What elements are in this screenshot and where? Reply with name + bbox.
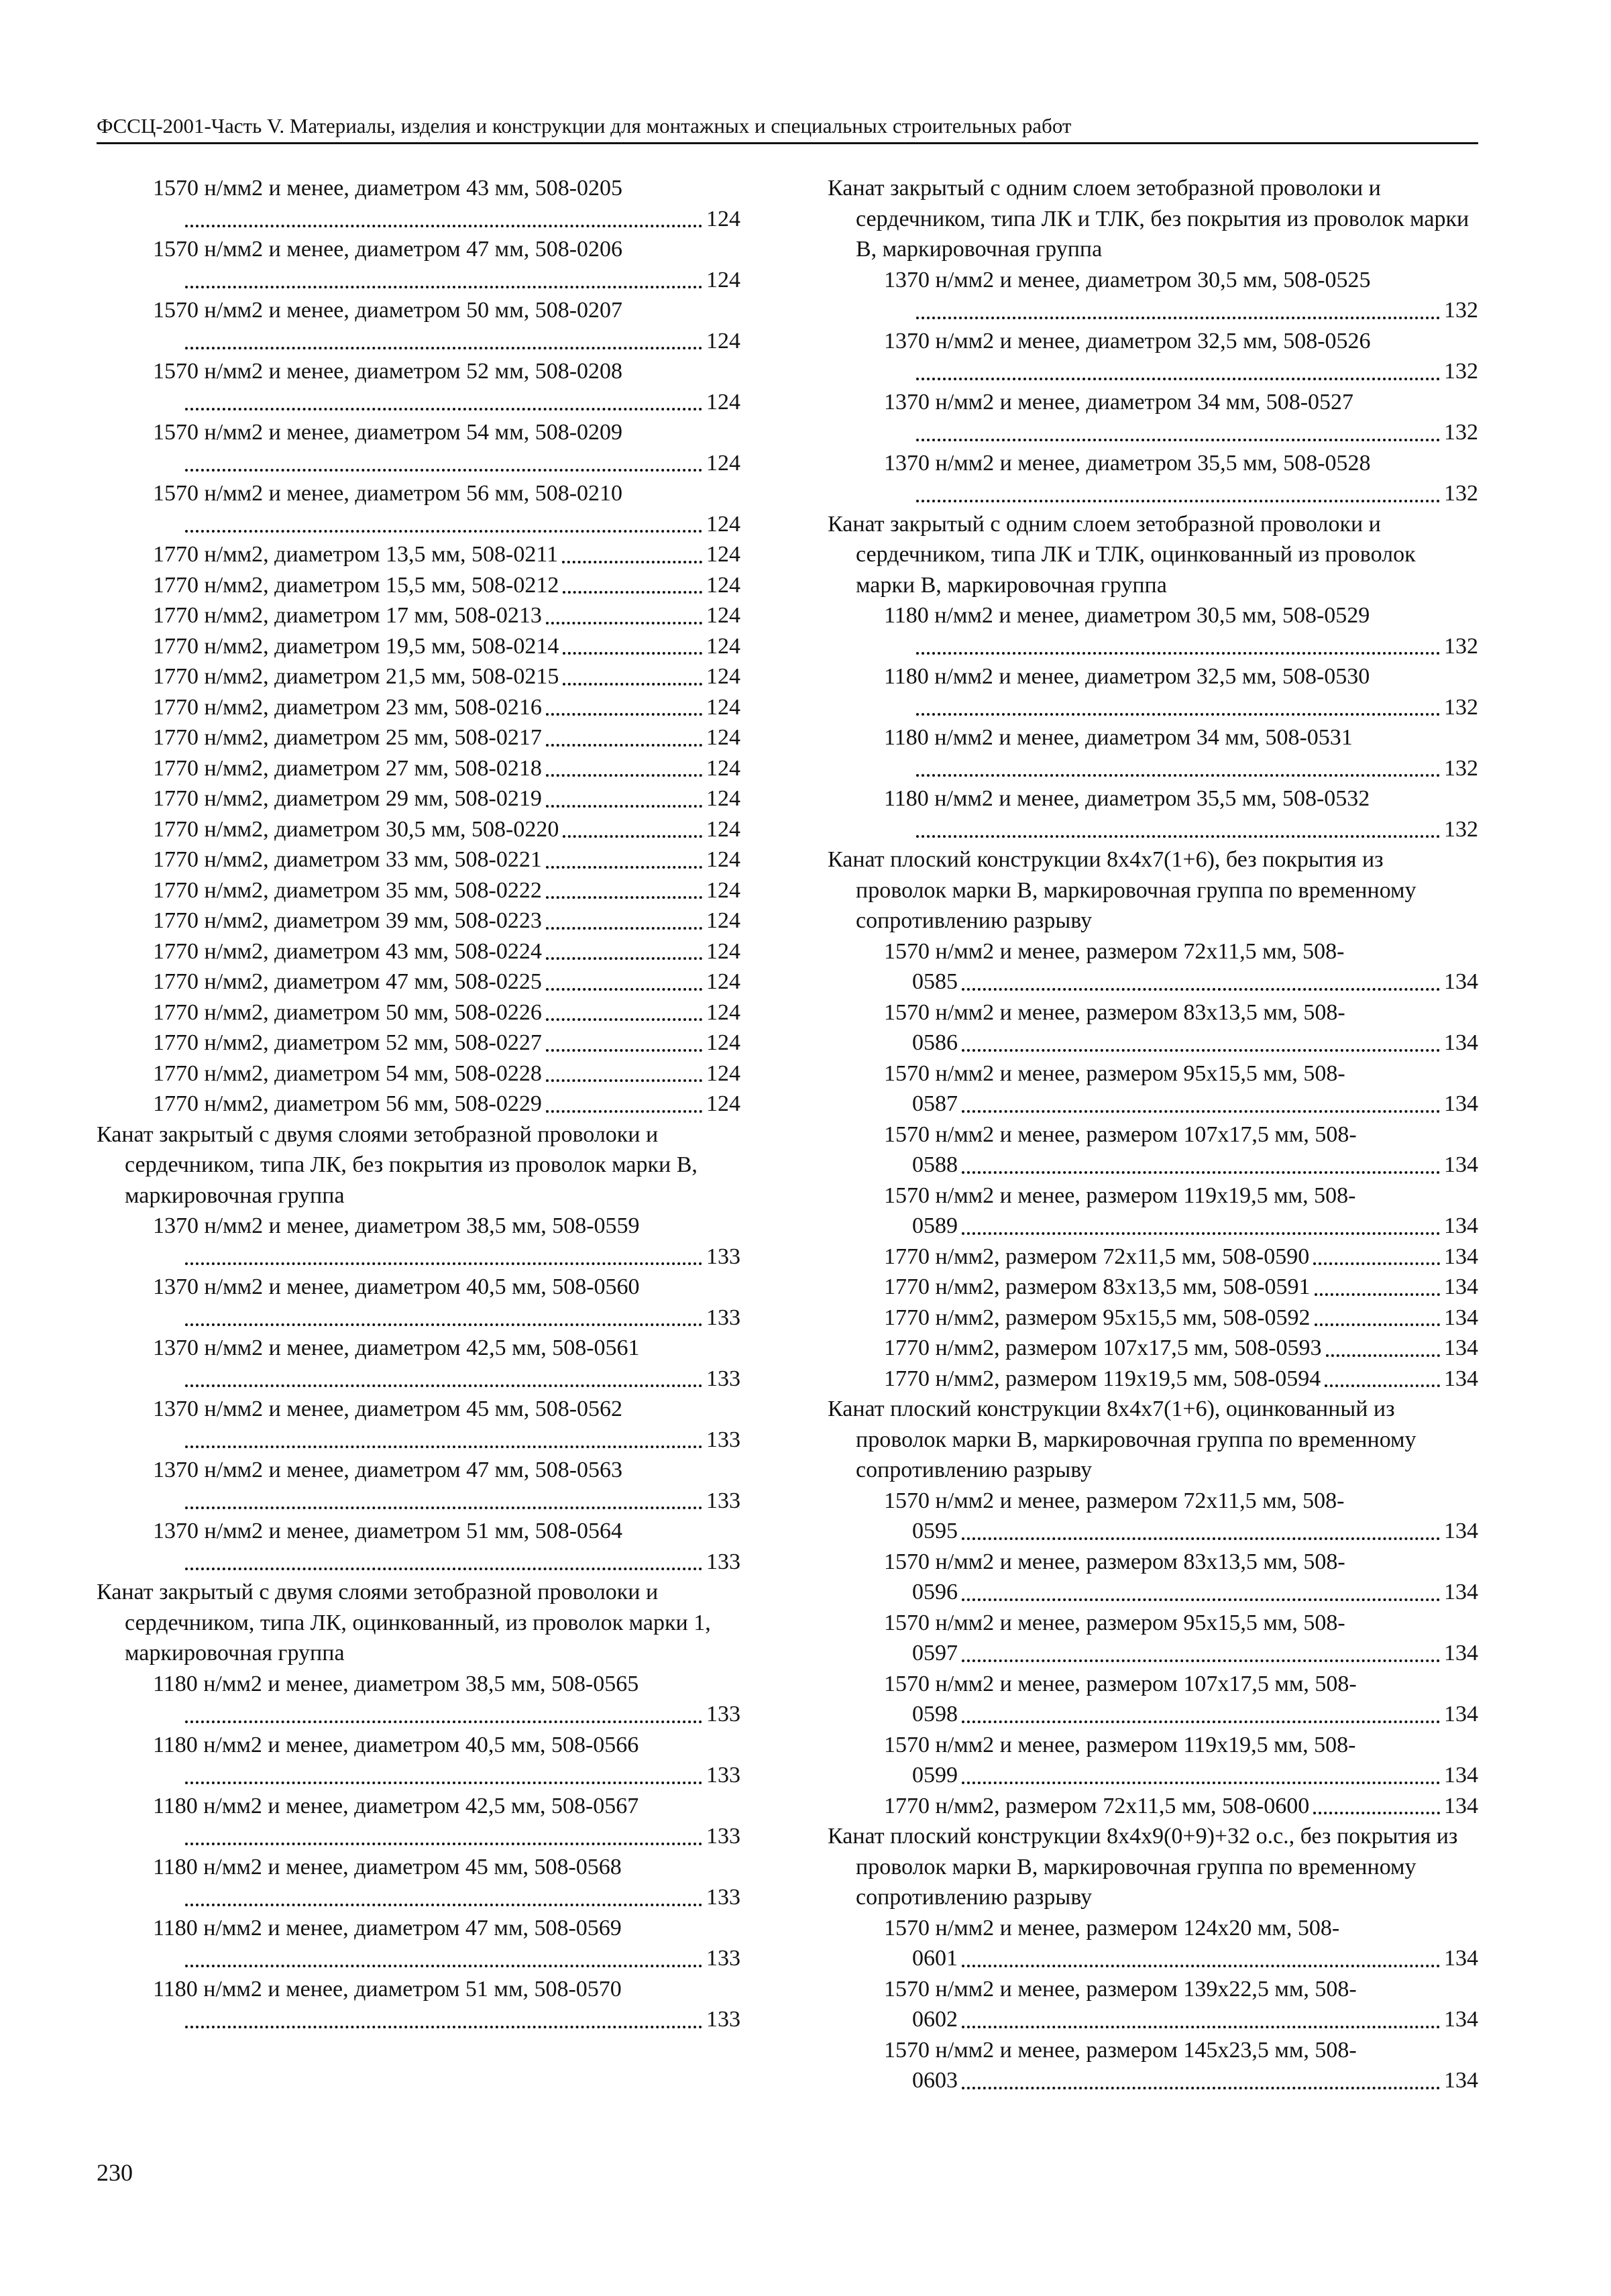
index-entry-page: 124 (706, 999, 740, 1025)
index-entry-page: 134 (1444, 1702, 1478, 1727)
group-heading: Канат плоский конструкции 8x4x7(1+6), без покрытия из проволок марки В, маркировочная группа по временному сопротивлению разрыву (828, 847, 1416, 933)
index-entry-label: 1770 н/мм2, диаметром 52 мм, 508-0227 (153, 1030, 542, 1055)
index-entry-leader (97, 1547, 740, 1578)
dot-leader (1313, 1262, 1440, 1265)
index-entry-label: 1570 н/мм2 и менее, размером 83x13,5 мм, 508- (884, 1549, 1345, 1574)
index-entry (97, 875, 740, 906)
header-title: ФССЦ-2001-Часть V. Материалы, изделия и конструкции для монтажных и специальных строительных работ (97, 114, 1072, 138)
index-entry-page: 133 (706, 1946, 740, 1971)
index-entry-label: 1770 н/мм2, диаметром 13,5 мм, 508-0211 (153, 542, 559, 567)
index-entry-page: 124 (706, 725, 740, 750)
index-entry-leader (97, 1943, 740, 1974)
index-entry-page: 124 (706, 847, 740, 872)
index-entry-code: 0585 (912, 969, 958, 994)
index-entry-label: 1180 н/мм2 и менее, диаметром 47 мм, 508-0569 (153, 1915, 622, 1940)
index-entry-page: 132 (1444, 481, 1478, 506)
index-entry-leader (828, 356, 1478, 387)
index-entry-leader (97, 1760, 740, 1791)
index-entry-page: 134 (1444, 2007, 1478, 2032)
index-entry-continuation (828, 967, 1478, 997)
index-entry-page: 134 (1444, 1274, 1478, 1299)
dot-leader (1326, 1354, 1440, 1357)
dot-leader (962, 1782, 1440, 1784)
dot-leader (916, 439, 1440, 441)
dot-leader (962, 1965, 1440, 1967)
dot-leader (546, 774, 702, 777)
index-entry-page: 133 (706, 1488, 740, 1513)
dot-leader (916, 500, 1440, 502)
right-column (828, 173, 1478, 2096)
dot-leader (962, 2087, 1440, 2089)
dot-leader (962, 1110, 1440, 1113)
dot-leader (563, 683, 702, 686)
dot-leader (185, 469, 702, 472)
dot-leader (1315, 1323, 1440, 1326)
dot-leader (962, 1537, 1440, 1540)
index-entry-page: 133 (706, 1824, 740, 1849)
index-entry-leader (828, 295, 1478, 326)
dot-leader (546, 805, 702, 808)
index-entry-label: 1180 н/мм2 и менее, диаметром 51 мм, 508-0570 (153, 1976, 622, 2002)
index-entry-continuation (828, 1943, 1478, 1974)
index-entry-page: 134 (1444, 1030, 1478, 1055)
group-heading: Канат плоский конструкции 8x4x7(1+6), оцинкованный из проволок марки В, маркировочная группа по временному сопротивлению разрыву (828, 1397, 1416, 1482)
index-entry-page: 134 (1444, 1152, 1478, 1177)
index-entry-leader (97, 1303, 740, 1333)
index-entry (97, 997, 740, 1028)
index-entry-code: 0595 (912, 1519, 958, 1543)
index-entry-label: 1370 н/мм2 и менее, диаметром 38,5 мм, 508-0559 (153, 1213, 640, 1238)
dot-leader (546, 988, 702, 991)
index-entry-label: 1770 н/мм2, диаметром 33 мм, 508-0221 (153, 847, 542, 872)
index-entry-leader (828, 814, 1478, 845)
index-entry-label: 1370 н/мм2 и менее, диаметром 34 мм, 508-0527 (884, 389, 1354, 415)
page-number: 230 (97, 2159, 133, 2186)
index-entry-page: 133 (706, 1427, 740, 1452)
index-entry-code: 0589 (912, 1213, 958, 1238)
dot-leader (563, 652, 702, 655)
group-heading: Канат закрытый с одним слоем зетобразной проволоки и сердечником, типа ЛК и ТЛК, без покрытия из проволок марки В, маркировочная группа (828, 176, 1469, 262)
dot-leader (546, 622, 702, 624)
index-entry-continuation (828, 1516, 1478, 1547)
index-entry-page: 134 (1444, 1244, 1478, 1269)
index-entry-page: 134 (1444, 1641, 1478, 1665)
index-entry-page: 133 (706, 1549, 740, 1574)
dot-leader (916, 378, 1440, 380)
index-entry-label: 1770 н/мм2, диаметром 29 мм, 508-0219 (153, 786, 542, 811)
dot-leader (185, 2026, 702, 2028)
index-entry-label: 1770 н/мм2, диаметром 27 мм, 508-0218 (153, 755, 542, 781)
index-entry-label: 1770 н/мм2, диаметром 47 мм, 508-0225 (153, 969, 542, 994)
index-entry-page: 133 (706, 1885, 740, 1910)
index-entry-page: 132 (1444, 755, 1478, 781)
index-entry-label: 1370 н/мм2 и менее, диаметром 30,5 мм, 508-0525 (884, 267, 1371, 292)
index-entry (97, 753, 740, 784)
dot-leader (962, 1171, 1440, 1174)
index-entry-code: 0586 (912, 1030, 958, 1055)
index-entry-label: 1570 н/мм2 и менее, размером 119x19,5 мм, 508- (884, 1183, 1356, 1208)
index-entry-label: 1570 н/мм2 и менее, размером 95x15,5 мм, 508- (884, 1060, 1345, 1086)
index-entry-label: 1770 н/мм2, диаметром 30,5 мм, 508-0220 (153, 816, 559, 842)
index-entry (97, 967, 740, 997)
index-entry-leader (97, 387, 740, 418)
dot-leader (546, 1079, 702, 1082)
index-entry (97, 936, 740, 967)
index-entry-continuation (828, 1150, 1478, 1181)
index-entry-page: 124 (706, 542, 740, 567)
index-entry (97, 600, 740, 631)
dot-leader (185, 1507, 702, 1509)
dot-leader (916, 713, 1440, 716)
index-entry-page: 133 (706, 2007, 740, 2032)
index-entry-continuation (828, 1577, 1478, 1608)
page-header (97, 113, 1478, 144)
dot-leader (962, 1232, 1440, 1235)
index-entry-label: 1570 н/мм2 и менее, размером 119x19,5 мм, 508- (884, 1732, 1356, 1757)
index-entry-page: 124 (706, 633, 740, 659)
index-entry-leader (97, 1699, 740, 1730)
dot-leader (185, 225, 702, 227)
index-entry-leader (97, 1242, 740, 1272)
dot-leader (185, 408, 702, 411)
dot-leader (962, 1598, 1440, 1601)
index-entry-page: 134 (1444, 1946, 1478, 1971)
index-entry-continuation (828, 1089, 1478, 1119)
index-entry-label: 1180 н/мм2 и менее, диаметром 35,5 мм, 508-0532 (884, 786, 1370, 811)
dot-leader (185, 1965, 702, 1967)
index-entry-leader (97, 1425, 740, 1456)
index-entry-label: 1180 н/мм2 и менее, диаметром 30,5 мм, 508-0529 (884, 603, 1370, 628)
index-entry-continuation (828, 2065, 1478, 2096)
index-entry-label: 1770 н/мм2, диаметром 56 мм, 508-0229 (153, 1091, 542, 1116)
index-entry-label: 1370 н/мм2 и менее, диаметром 32,5 мм, 508-0526 (884, 328, 1371, 353)
index-entry-label: 1570 н/мм2 и менее, размером 139x22,5 мм, 508- (884, 1976, 1357, 2002)
index-entry-code: 0602 (912, 2007, 958, 2032)
index-entry (828, 1364, 1478, 1395)
dot-leader (962, 2026, 1440, 2028)
index-entry-page: 124 (706, 816, 740, 842)
index-entry (97, 1028, 740, 1058)
dot-leader (916, 317, 1440, 319)
index-entry (828, 1333, 1478, 1364)
index-entry-label: 1180 н/мм2 и менее, диаметром 42,5 мм, 508-0567 (153, 1793, 639, 1818)
dot-leader (546, 927, 702, 930)
index-entry-page: 124 (706, 908, 740, 933)
index-entry-label: 1770 н/мм2, диаметром 23 мм, 508-0216 (153, 694, 542, 720)
index-entry-page: 124 (706, 664, 740, 689)
index-entry-label: 1570 н/мм2 и менее, диаметром 56 мм, 508-0210 (153, 481, 623, 506)
dot-leader (185, 1782, 702, 1784)
dot-leader (1325, 1384, 1440, 1387)
index-entry-leader (828, 631, 1478, 662)
index-entry-leader (97, 1486, 740, 1517)
index-entry-label: 1770 н/мм2, размером 72x11,5 мм, 508-0590 (884, 1244, 1310, 1269)
dot-leader (916, 652, 1440, 655)
index-entry-page: 124 (706, 603, 740, 628)
index-entry (97, 1089, 740, 1119)
dot-leader (546, 866, 702, 869)
index-entry (97, 539, 740, 570)
index-entry (97, 692, 740, 723)
index-entry-page: 124 (706, 1060, 740, 1086)
index-entry-continuation (828, 1699, 1478, 1730)
index-entry-page: 133 (706, 1763, 740, 1788)
index-entry (97, 783, 740, 814)
index-entry-label: 1370 н/мм2 и менее, диаметром 47 мм, 508-0563 (153, 1458, 623, 1482)
index-entry-label: 1370 н/мм2 и менее, диаметром 51 мм, 508-0564 (153, 1519, 623, 1543)
index-entry-page: 134 (1444, 969, 1478, 994)
index-entry-page: 133 (706, 1366, 740, 1391)
index-entry-continuation (828, 1211, 1478, 1242)
index-entry-page: 134 (1444, 1763, 1478, 1788)
index-entry-page: 124 (706, 786, 740, 811)
index-entry-page: 124 (706, 1091, 740, 1116)
index-entry-page: 132 (1444, 816, 1478, 842)
dot-leader (916, 835, 1440, 838)
dot-leader (1313, 1812, 1440, 1814)
index-entry-label: 1370 н/мм2 и менее, диаметром 42,5 мм, 508-0561 (153, 1335, 640, 1360)
index-entry-label: 1370 н/мм2 и менее, диаметром 40,5 мм, 508-0560 (153, 1274, 640, 1299)
index-entry-page: 133 (706, 1305, 740, 1330)
index-entry-label: 1770 н/мм2, диаметром 50 мм, 508-0226 (153, 999, 542, 1025)
index-entry (97, 844, 740, 875)
index-entry-label: 1770 н/мм2, размером 72x11,5 мм, 508-0600 (884, 1793, 1310, 1818)
index-entry-label: 1570 н/мм2 и менее, диаметром 50 мм, 508-0207 (153, 298, 623, 323)
index-entry-page: 124 (706, 1030, 740, 1055)
index-entry-code: 0603 (912, 2068, 958, 2093)
index-entry-label: 1570 н/мм2 и менее, размером 72x11,5 мм, 508- (884, 938, 1345, 964)
index-entry-label: 1570 н/мм2 и менее, размером 107x17,5 мм, 508- (884, 1122, 1357, 1147)
index-entry (828, 1303, 1478, 1333)
index-entry-page: 124 (706, 450, 740, 476)
dot-leader (185, 1384, 702, 1387)
index-entry-continuation (828, 1638, 1478, 1669)
index-entry-label: 1570 н/мм2 и менее, размером 124x20 мм, 508- (884, 1915, 1340, 1940)
group-heading: Канат закрытый с двумя слоями зетобразной проволоки и сердечником, типа ЛК, без покрытия из проволок марки В, маркировочная группа (97, 1122, 698, 1208)
index-entry-code: 0588 (912, 1152, 958, 1177)
index-entry-leader (828, 478, 1478, 509)
dot-leader (185, 1323, 702, 1326)
index-entry-continuation (828, 1028, 1478, 1058)
dot-leader (185, 1568, 702, 1570)
index-entry-page: 134 (1444, 1793, 1478, 1818)
index-entry-code: 0599 (912, 1763, 958, 1788)
index-entry-page: 134 (1444, 1335, 1478, 1360)
index-entry-page: 124 (706, 969, 740, 994)
dot-leader (185, 1262, 702, 1265)
dot-leader (563, 835, 702, 838)
index-entry-page: 132 (1444, 633, 1478, 659)
index-entry (828, 1242, 1478, 1272)
index-entry-label: 1570 н/мм2 и менее, диаметром 43 мм, 508-0205 (153, 176, 623, 201)
dot-leader (546, 896, 702, 899)
dot-leader (546, 1110, 702, 1113)
index-entry-label: 1770 н/мм2, диаметром 25 мм, 508-0217 (153, 725, 542, 750)
dot-leader (185, 1904, 702, 1906)
index-entry-code: 0597 (912, 1641, 958, 1665)
index-entry (97, 814, 740, 845)
index-entry-page: 134 (1444, 1366, 1478, 1391)
index-entry-code: 0598 (912, 1702, 958, 1727)
index-entry (97, 722, 740, 753)
index-entry-label: 1770 н/мм2, размером 107x17,5 мм, 508-0593 (884, 1335, 1322, 1360)
dot-leader (546, 713, 702, 716)
index-entry-label: 1770 н/мм2, размером 83x13,5 мм, 508-0591 (884, 1274, 1311, 1299)
dot-leader (185, 1445, 702, 1448)
index-entry-label: 1770 н/мм2, диаметром 19,5 мм, 508-0214 (153, 633, 559, 659)
index-entry-page: 124 (706, 694, 740, 720)
index-entry-label: 1570 н/мм2 и менее, размером 83x13,5 мм, 508- (884, 999, 1345, 1025)
index-entry-page: 134 (1444, 2068, 1478, 2093)
index-entry-label: 1180 н/мм2 и менее, диаметром 38,5 мм, 508-0565 (153, 1671, 639, 1696)
dot-leader (185, 1720, 702, 1723)
index-entry-leader (97, 1821, 740, 1852)
dot-leader (962, 1720, 1440, 1723)
index-entry-leader (828, 417, 1478, 448)
index-entry-label: 1570 н/мм2 и менее, размером 95x15,5 мм, 508- (884, 1610, 1345, 1635)
index-entry-page: 134 (1444, 1580, 1478, 1604)
index-entry-page: 134 (1444, 1213, 1478, 1238)
index-entry-leader (97, 509, 740, 540)
index-entry-page: 134 (1444, 1519, 1478, 1543)
index-entry-continuation (828, 2004, 1478, 2035)
dot-leader (546, 1018, 702, 1021)
index-entry-page: 124 (706, 938, 740, 964)
index-entry-page: 124 (706, 389, 740, 415)
index-entry-label: 1180 н/мм2 и менее, диаметром 34 мм, 508-0531 (884, 725, 1353, 750)
index-entry-label: 1570 н/мм2 и менее, размером 107x17,5 мм, 508- (884, 1671, 1357, 1696)
index-entry-page: 124 (706, 328, 740, 353)
dot-leader (562, 561, 702, 563)
index-entry-label: 1770 н/мм2, диаметром 17 мм, 508-0213 (153, 603, 542, 628)
index-entry-page: 134 (1444, 1305, 1478, 1330)
index-entry-leader (97, 204, 740, 235)
index-entry-page: 124 (706, 511, 740, 537)
group-heading: Канат закрытый с двумя слоями зетобразной проволоки и сердечником, типа ЛК, оцинкованный, из проволок марки 1, маркировочная группа (97, 1580, 711, 1665)
dot-leader (546, 744, 702, 747)
index-entry (97, 631, 740, 662)
left-column (97, 173, 740, 2035)
index-entry-label: 1570 н/мм2 и менее, размером 145x23,5 мм, 508- (884, 2037, 1357, 2063)
dot-leader (962, 1659, 1440, 1662)
index-entry-label: 1570 н/мм2 и менее, диаметром 47 мм, 508-0206 (153, 237, 623, 262)
dot-leader (916, 774, 1440, 777)
dot-leader (962, 988, 1440, 991)
dot-leader (546, 1049, 702, 1052)
index-entry-label: 1770 н/мм2, диаметром 43 мм, 508-0224 (153, 938, 542, 964)
index-entry-label: 1570 н/мм2 и менее, диаметром 54 мм, 508-0209 (153, 420, 623, 445)
dot-leader (185, 286, 702, 288)
index-entry-label: 1570 н/мм2 и менее, размером 72x11,5 мм, 508- (884, 1488, 1345, 1513)
index-entry (828, 1272, 1478, 1303)
group-heading: Канат плоский конструкции 8x4x9(0+9)+32 о.с., без покрытия из проволок марки В, маркировочная группа по временному сопротивлению разрыву (828, 1824, 1458, 1910)
index-entry-page: 124 (706, 755, 740, 781)
index-entry-page: 132 (1444, 694, 1478, 720)
index-entry (828, 1791, 1478, 1822)
dot-leader (563, 591, 702, 594)
index-entry-leader (97, 265, 740, 296)
group-heading: Канат закрытый с одним слоем зетобразной проволоки и сердечником, типа ЛК и ТЛК, оцинкованный из проволок марки В, маркировочная группа (828, 511, 1416, 598)
dot-leader (185, 1843, 702, 1845)
index-entry-page: 124 (706, 572, 740, 598)
index-entry-label: 1770 н/мм2, диаметром 15,5 мм, 508-0212 (153, 572, 559, 598)
index-entry-label: 1770 н/мм2, диаметром 21,5 мм, 508-0215 (153, 664, 559, 689)
dot-leader (185, 530, 702, 533)
index-entry (97, 1058, 740, 1089)
index-entry-page: 124 (706, 877, 740, 903)
index-entry-label: 1770 н/мм2, размером 95x15,5 мм, 508-0592 (884, 1305, 1311, 1330)
index-entry-leader (97, 2004, 740, 2035)
index-entry-page: 132 (1444, 298, 1478, 323)
index-entry-page: 132 (1444, 420, 1478, 445)
index-entry-label: 1370 н/мм2 и менее, диаметром 45 мм, 508-0562 (153, 1397, 623, 1421)
index-entry-code: 0587 (912, 1091, 958, 1116)
index-entry-label: 1770 н/мм2, диаметром 35 мм, 508-0222 (153, 877, 542, 903)
index-entry-page: 134 (1444, 1091, 1478, 1116)
index-entry-page: 124 (706, 206, 740, 231)
index-entry-page: 132 (1444, 359, 1478, 384)
index-entry-label: 1770 н/мм2, диаметром 54 мм, 508-0228 (153, 1060, 542, 1086)
index-entry (97, 570, 740, 601)
index-entry (97, 906, 740, 936)
index-entry-label: 1770 н/мм2, размером 119x19,5 мм, 508-0594 (884, 1366, 1321, 1391)
dot-leader (1315, 1293, 1440, 1296)
index-entry-leader (828, 692, 1478, 723)
index-entry-page: 133 (706, 1702, 740, 1727)
index-entry (97, 661, 740, 692)
dot-leader (546, 957, 702, 960)
index-entry-page: 124 (706, 267, 740, 292)
index-entry-label: 1570 н/мм2 и менее, диаметром 52 мм, 508-0208 (153, 359, 623, 384)
index-entry-code: 0601 (912, 1946, 958, 1971)
index-entry-code: 0596 (912, 1580, 958, 1604)
index-entry-label: 1180 н/мм2 и менее, диаметром 32,5 мм, 508-0530 (884, 664, 1370, 689)
dot-leader (962, 1049, 1440, 1052)
index-entry-label: 1770 н/мм2, диаметром 39 мм, 508-0223 (153, 908, 542, 933)
index-entry-label: 1180 н/мм2 и менее, диаметром 45 мм, 508-0568 (153, 1854, 622, 1879)
index-entry-leader (97, 326, 740, 357)
dot-leader (185, 347, 702, 349)
index-entry-continuation (828, 1760, 1478, 1791)
index-entry-page: 133 (706, 1244, 740, 1269)
index-entry-leader (97, 1882, 740, 1913)
index-entry-leader (828, 753, 1478, 784)
index-entry-leader (97, 1364, 740, 1395)
index-entry-label: 1180 н/мм2 и менее, диаметром 40,5 мм, 508-0566 (153, 1732, 639, 1757)
index-entry-label: 1370 н/мм2 и менее, диаметром 35,5 мм, 508-0528 (884, 450, 1371, 476)
index-entry-leader (97, 448, 740, 479)
